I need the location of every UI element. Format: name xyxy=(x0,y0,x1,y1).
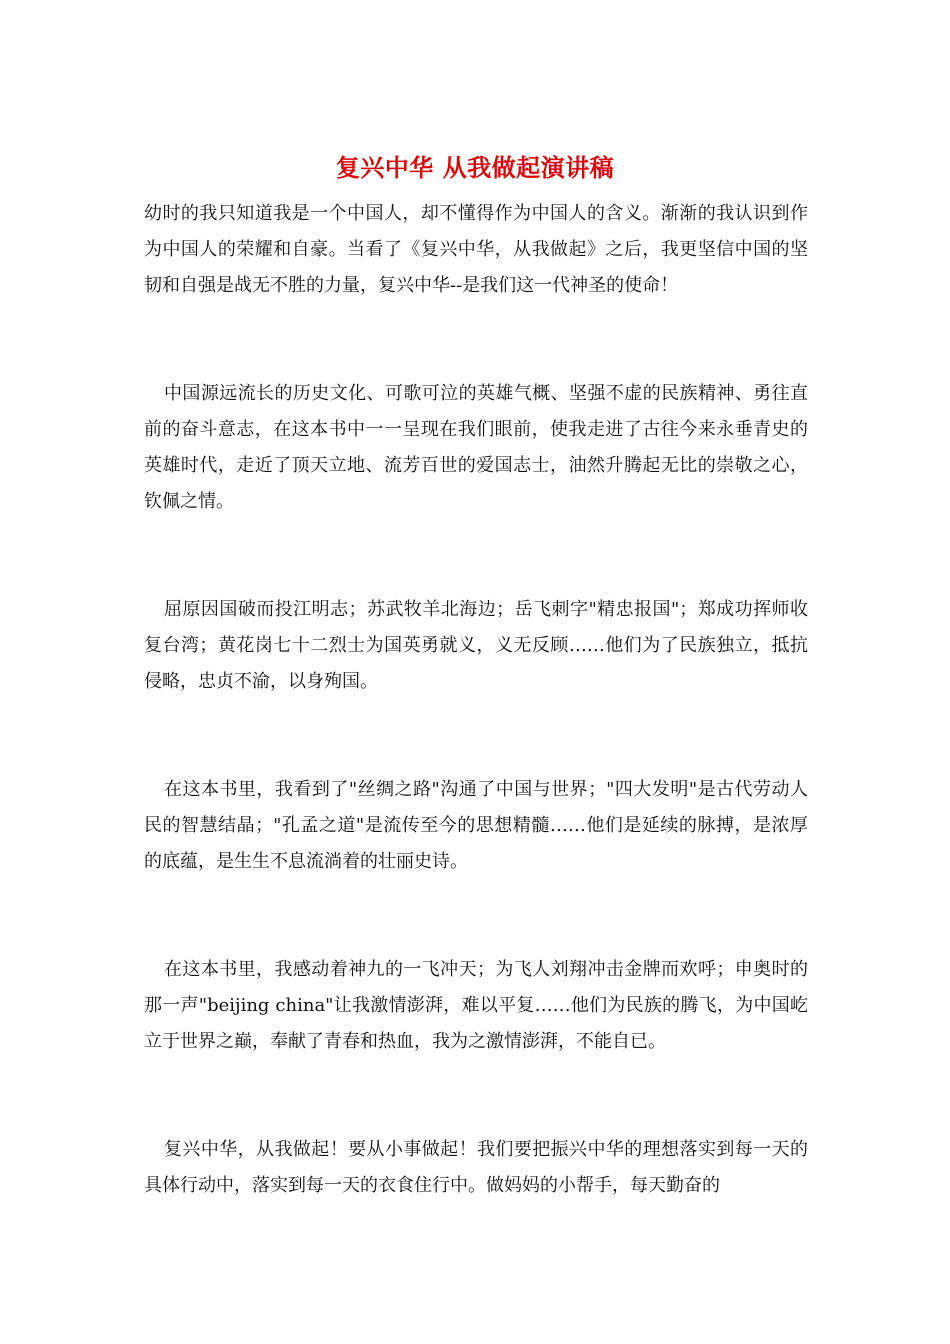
paragraph-gap xyxy=(144,880,808,952)
document-title: 复兴中华 从我做起演讲稿 xyxy=(335,153,615,182)
paragraph-3: 屈原因国破而投江明志；苏武牧羊北海边；岳飞刺字"精忠报国"；郑成功挥师收复台湾；黄花岗七十二烈士为国英勇就义，义无反顾……他们为了民族独立，抵抗侵略，忠贞不渝，以身殉国。 xyxy=(144,599,808,692)
paragraph-gap xyxy=(144,520,808,592)
paragraph-gap xyxy=(144,1060,808,1132)
document-body xyxy=(144,196,808,1204)
paragraph-4: 在这本书里，我看到了"丝绸之路"沟通了中国与世界；"四大发明"是古代劳动人民的智慧结晶；"孔孟之道"是流传至今的思想精髓……他们是延续的脉搏，是浓厚的底蕴，是生生不息流淌着的壮丽史诗。 xyxy=(144,779,808,872)
paragraph-5: 在这本书里，我感动着神九的一飞冲天；为飞人刘翔冲击金牌而欢呼；申奥时的那一声"beijing china"让我激情澎湃，难以平复……他们为民族的腾飞，为中国屹立于世界之巅，奉献了青春和热血，我为之激情澎湃，不能自已。 xyxy=(144,959,808,1052)
paragraph-2: 中国源远流长的历史文化、可歌可泣的英雄气概、坚强不虚的民族精神、勇往直前的奋斗意志，在这本书中一一呈现在我们眼前，使我走进了古往今来永垂青史的英雄时代，走近了顶天立地、流芳百世的爱国志士，油然升腾起无比的崇敬之心，钦佩之情。 xyxy=(144,383,808,512)
paragraph-gap xyxy=(144,304,808,376)
paragraph-6: 复兴中华，从我做起！要从小事做起！我们要把振兴中华的理想落实到每一天的具体行动中，落实到每一天的衣食住行中。做妈妈的小帮手，每天勤奋的 xyxy=(144,1139,808,1196)
paragraph-1: 幼时的我只知道我是一个中国人，却不懂得作为中国人的含义。渐渐的我认识到作为中国人的荣耀和自豪。当看了《复兴中华，从我做起》之后，我更坚信中国的坚韧和自强是战无不胜的力量，复兴中华--是我们这一代神圣的使命！ xyxy=(144,203,808,296)
paragraph-gap xyxy=(144,700,808,772)
